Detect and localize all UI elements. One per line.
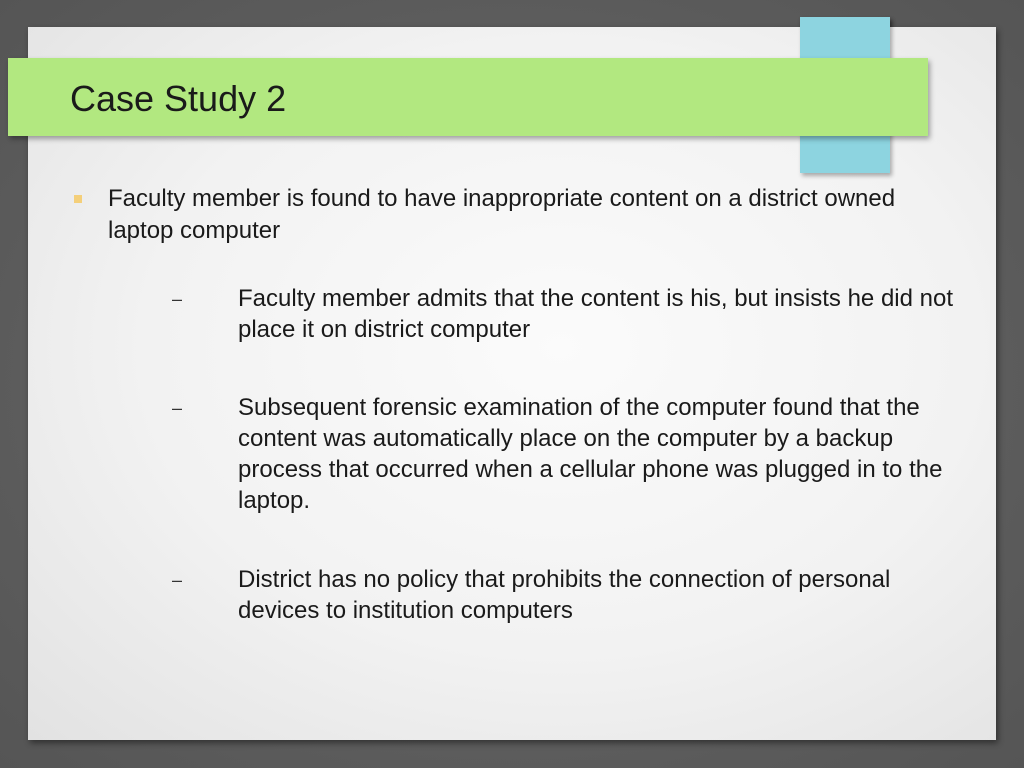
dash-bullet-icon: – bbox=[172, 398, 183, 418]
bullet-text: Faculty member is found to have inappropriate content on a district owned laptop computer bbox=[108, 185, 896, 244]
sub-bullet-text: District has no policy that prohibits the connection of personal devices to institution computers bbox=[238, 566, 891, 624]
dash-bullet-icon: – bbox=[172, 570, 183, 590]
square-bullet-icon bbox=[74, 195, 82, 203]
dash-bullet-icon: – bbox=[172, 289, 183, 309]
slide-title: Case Study 2 bbox=[70, 78, 287, 119]
title-bar bbox=[8, 58, 928, 136]
sub-bullet-text: Subsequent forensic examination of the computer found that the content was automatically place on the computer by a backup process that occurred when a cellular phone was plugged in to the laptop. bbox=[238, 394, 943, 514]
sub-bullet-text: Faculty member admits that the content is his, but insists he did not place it on district computer bbox=[238, 285, 954, 343]
